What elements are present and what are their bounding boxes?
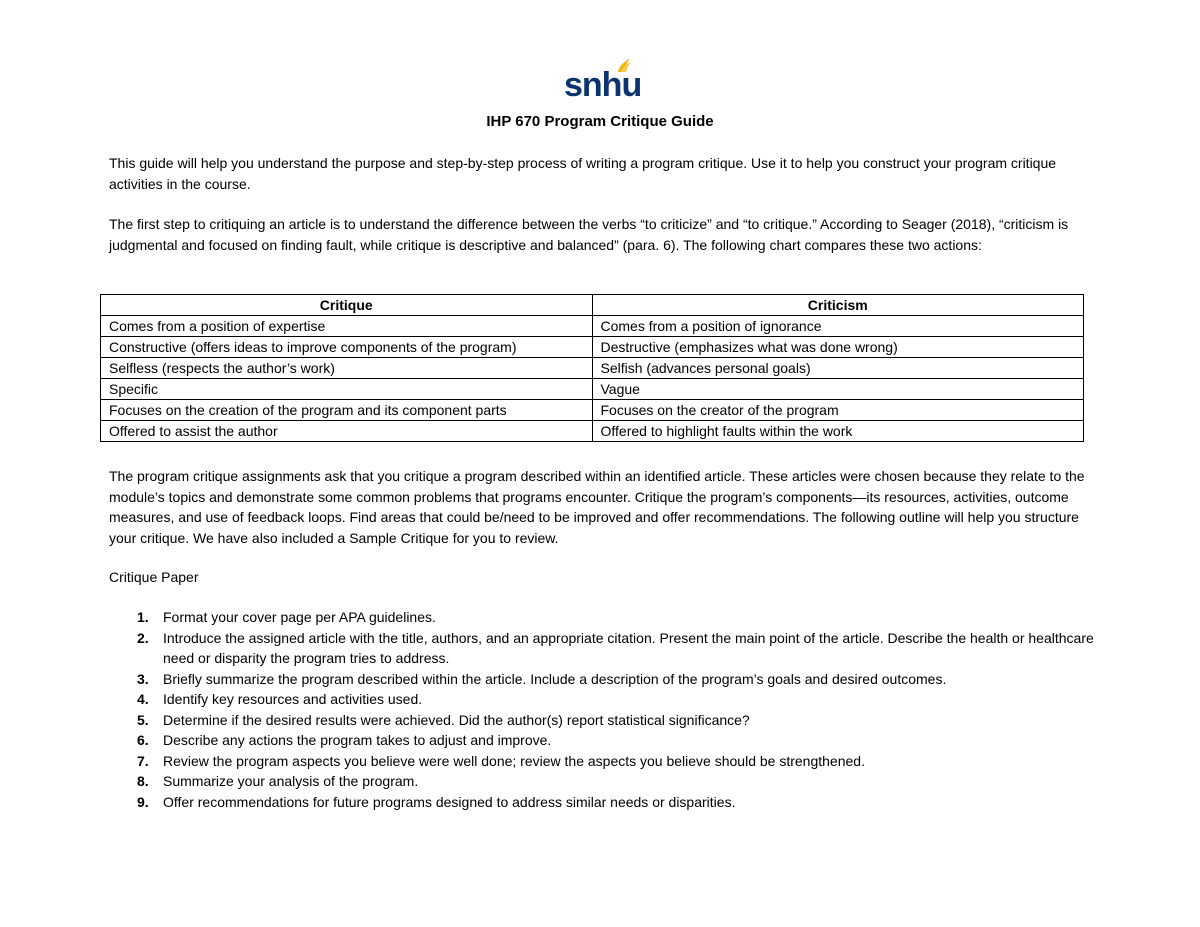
list-number: 6. bbox=[137, 732, 149, 748]
list-item bbox=[109, 792, 1094, 813]
table-row bbox=[101, 400, 1084, 421]
column-header-criticism: Criticism bbox=[592, 295, 1084, 316]
table-row bbox=[101, 421, 1084, 442]
table-cell: Vague bbox=[592, 379, 1084, 400]
list-item bbox=[109, 607, 1094, 628]
page-title: IHP 670 Program Critique Guide bbox=[486, 113, 714, 130]
list-item bbox=[109, 628, 1094, 669]
assignments-paragraph: The program critique assignments ask that you critique a program described within an identified article. These articles were chosen because they relate to the module’s topics and demonstrate some common problems that programs encounter. Critique the program’s components—its resources, activities, outcome measures, and use of feedback loops. Find areas that could be/need to be improved and offer recommendations. The following outline will help you structure your critique. We have also included a Sample Critique for you to review. bbox=[109, 468, 1085, 546]
table-cell: Destructive (emphasizes what was done wrong) bbox=[592, 337, 1084, 358]
table-row bbox=[101, 358, 1084, 379]
list-number: 1. bbox=[137, 609, 149, 625]
table-cell: Selfless (respects the author’s work) bbox=[101, 358, 593, 379]
list-item-text: Determine if the desired results were achieved. Did the author(s) report statistical significance? bbox=[163, 711, 750, 728]
table-header-row bbox=[101, 295, 1084, 316]
table-row bbox=[101, 316, 1084, 337]
critique-steps-list bbox=[109, 607, 1094, 812]
list-item-text: Summarize your analysis of the program. bbox=[163, 773, 419, 789]
table-cell: Comes from a position of expertise bbox=[101, 316, 593, 337]
list-item-text: Format your cover page per APA guidelines. bbox=[163, 609, 436, 625]
list-item-text: Offer recommendations for future programs designed to address similar needs or disparities. bbox=[163, 793, 736, 810]
list-item bbox=[109, 771, 1094, 792]
list-number: 8. bbox=[137, 773, 149, 789]
table-cell: Offered to assist the author bbox=[101, 421, 593, 442]
list-item bbox=[109, 689, 1094, 710]
list-number: 7. bbox=[137, 752, 149, 769]
logo-wordmark: snhu bbox=[564, 66, 642, 104]
definition-paragraph: The first step to critiquing an article is to understand the difference between the verbs “to criticize” and “to critique.” According to Seager (2018), “criticism is judgmental and focused on finding fault, while critique is descriptive and balanced” (para. 6). The following chart compares these two actions: bbox=[109, 216, 1069, 253]
table-cell: Constructive (offers ideas to improve components of the program) bbox=[101, 337, 593, 358]
list-number: 4. bbox=[137, 691, 149, 707]
table-cell: Offered to highlight faults within the work bbox=[592, 421, 1084, 442]
list-item bbox=[109, 730, 1094, 751]
table-cell: Focuses on the creation of the program and its component parts bbox=[101, 400, 593, 421]
list-item-text: Describe any actions the program takes to adjust and improve. bbox=[163, 732, 552, 748]
list-number: 3. bbox=[137, 670, 149, 687]
list-number: 5. bbox=[137, 711, 149, 728]
list-number: 9. bbox=[137, 793, 149, 810]
snhu-logo bbox=[564, 56, 642, 104]
list-item bbox=[109, 751, 1094, 772]
list-item bbox=[109, 669, 1094, 690]
comparison-table bbox=[100, 294, 1084, 442]
list-item-text: Introduce the assigned article with the title, authors, and an appropriate citation. Present the main point of the article. Describe the health or healthcare need or disparity the program tries to address. bbox=[163, 629, 1094, 666]
list-item-text: Review the program aspects you believe were well done; review the aspects you believe should be strengthened. bbox=[163, 752, 865, 769]
list-item-text: Briefly summarize the program described within the article. Include a description of the program’s goals and desired outcomes. bbox=[163, 670, 947, 687]
table-cell: Focuses on the creator of the program bbox=[592, 400, 1084, 421]
list-number: 2. bbox=[137, 629, 149, 646]
list-item-text: Identify key resources and activities used. bbox=[163, 691, 423, 707]
table-cell: Specific bbox=[101, 379, 593, 400]
column-header-critique: Critique bbox=[101, 295, 593, 316]
section-heading: Critique Paper bbox=[109, 569, 199, 585]
intro-paragraph: This guide will help you understand the purpose and step-by-step process of writing a program critique. Use it to help you construct your program critique activities in the course. bbox=[109, 155, 1057, 192]
table-row bbox=[101, 379, 1084, 400]
table-row bbox=[101, 337, 1084, 358]
table-cell: Selfish (advances personal goals) bbox=[592, 358, 1084, 379]
table-cell: Comes from a position of ignorance bbox=[592, 316, 1084, 337]
list-item bbox=[109, 710, 1094, 731]
